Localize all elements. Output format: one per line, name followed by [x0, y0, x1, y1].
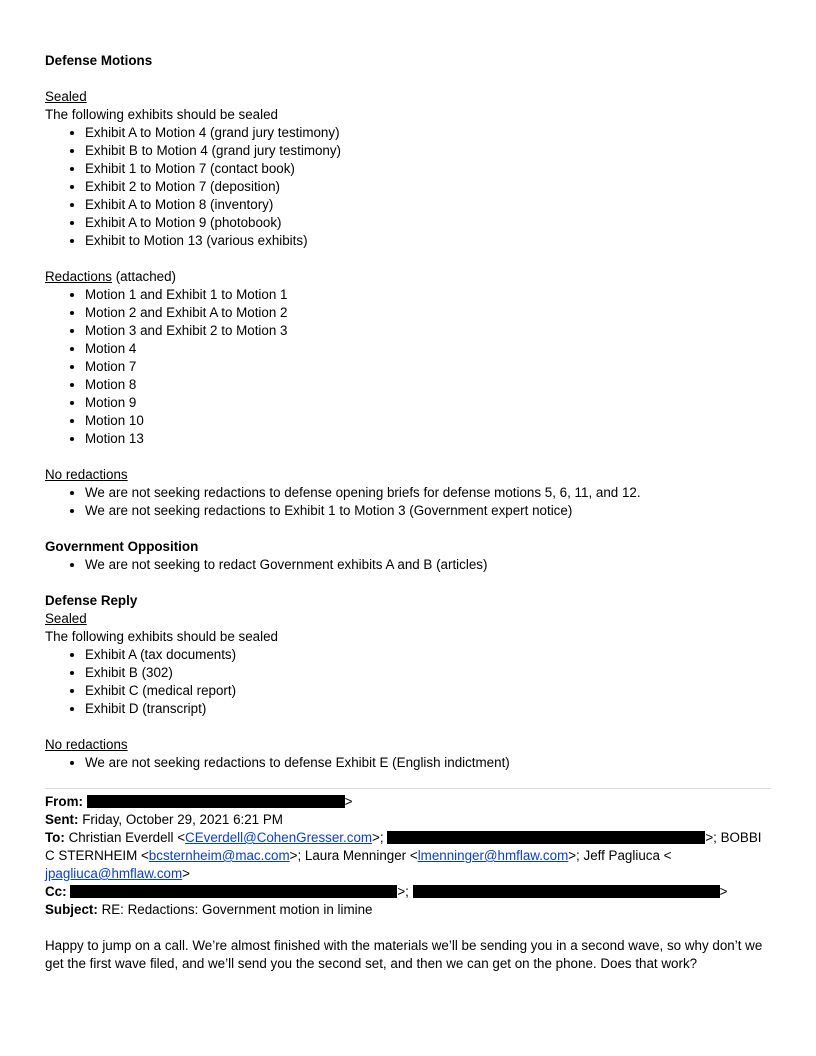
email-link-pagliuca[interactable]: jpagliuca@hmflaw.com: [45, 866, 183, 881]
redaction-block: [87, 795, 345, 808]
list-item: • Motion 3 and Exhibit 2 to Motion 3: [85, 322, 771, 340]
dr-no-redactions-list: [45, 754, 771, 772]
sent-value: Friday, October 29, 2021 6:21 PM: [82, 812, 283, 827]
to-line: [45, 829, 771, 883]
list-item: • We are not seeking redactions to defense Exhibit E (English indictment): [85, 754, 771, 772]
list-item: • Exhibit A (tax documents): [85, 646, 771, 664]
list-item: • Motion 7: [85, 358, 771, 376]
list-item: • Exhibit A to Motion 8 (inventory): [85, 196, 771, 214]
dr-sealed-label: Sealed: [45, 611, 87, 626]
from-angle-close: >: [344, 794, 353, 809]
to-part-2: >; BOBBI C STERNHEIM <: [45, 830, 762, 863]
go-list: [45, 556, 771, 574]
list-item: • Motion 4: [85, 340, 771, 358]
list-item: • Motion 8: [85, 376, 771, 394]
list-item: • Exhibit A to Motion 9 (photobook): [85, 214, 771, 232]
defense-motions-heading: Defense Motions: [45, 53, 153, 68]
email-link-menninger[interactable]: lmenninger@hmflaw.com: [417, 848, 569, 863]
cc-line: [45, 883, 771, 901]
dm-no-redactions-list: [45, 484, 771, 520]
list-item: • We are not seeking redactions to Exhibit 1 to Motion 3 (Government expert notice): [85, 502, 771, 520]
subject-line: [45, 901, 771, 919]
cc-sep: >;: [397, 884, 409, 899]
to-label: To:: [45, 830, 65, 845]
subject-label: Subject:: [45, 902, 98, 917]
list-item: • Motion 2 and Exhibit A to Motion 2: [85, 304, 771, 322]
email-divider: [45, 788, 771, 789]
to-end: >: [182, 866, 190, 881]
dr-sealed-intro: The following exhibits should be sealed: [45, 629, 278, 644]
list-item: • Exhibit A to Motion 4 (grand jury testimony): [85, 124, 771, 142]
email-link-sternheim[interactable]: bcsternheim@mac.com: [148, 848, 290, 863]
list-item: • We are not seeking to redact Government exhibits A and B (articles): [85, 556, 771, 574]
list-item: • We are not seeking redactions to defense opening briefs for defense motions 5, 6, 11, and 12.: [85, 484, 771, 502]
government-opposition-heading: Government Opposition: [45, 539, 199, 554]
dm-redactions-suffix: (attached): [112, 269, 177, 284]
defense-reply-heading: Defense Reply: [45, 593, 138, 608]
sent-line: [45, 811, 771, 829]
dm-redactions-list: [45, 286, 771, 448]
to-part-3: >; Laura Menninger <: [289, 848, 418, 863]
to-name-1: Christian Everdell <: [68, 830, 186, 845]
list-item: • Motion 1 and Exhibit 1 to Motion 1: [85, 286, 771, 304]
email-link-everdell[interactable]: CEverdell@CohenGresser.com: [185, 830, 373, 845]
dr-sealed-list: [45, 646, 771, 718]
cc-end: >: [719, 884, 728, 899]
dm-redactions-label: Redactions: [45, 269, 112, 284]
dm-sealed-label: Sealed: [45, 89, 87, 104]
subject-value: RE: Redactions: Government motion in limine: [101, 902, 373, 917]
dm-sealed-intro: The following exhibits should be sealed: [45, 107, 278, 122]
list-item: • Exhibit C (medical report): [85, 682, 771, 700]
sent-label: Sent:: [45, 812, 79, 827]
to-sep-1: >;: [372, 830, 384, 845]
email-body: Happy to jump on a call. We’re almost finished with the materials we’ll be sending you in a second wave, so why don’t we get the first wave filed, and we’ll send you the second set, and then we can get on the phone. Does that work?: [45, 938, 763, 971]
dm-no-redactions-label: No redactions: [45, 467, 128, 482]
to-part-4: >; Jeff Pagliuca <: [568, 848, 672, 863]
list-item: • Exhibit B to Motion 4 (grand jury testimony): [85, 142, 771, 160]
list-item: • Motion 9: [85, 394, 771, 412]
list-item: • Exhibit 2 to Motion 7 (deposition): [85, 178, 771, 196]
list-item: • Exhibit B (302): [85, 664, 771, 682]
redaction-block: [387, 831, 705, 844]
redaction-block: [413, 885, 720, 898]
dm-sealed-list: [45, 124, 771, 250]
list-item: • Motion 10: [85, 412, 771, 430]
dm-redactions-line: [45, 268, 771, 286]
from-line: [45, 793, 771, 811]
dr-no-redactions-label: No redactions: [45, 737, 128, 752]
email-header: [45, 793, 771, 919]
list-item: • Exhibit to Motion 13 (various exhibits): [85, 232, 771, 250]
cc-label: Cc:: [45, 884, 67, 899]
list-item: • Exhibit 1 to Motion 7 (contact book): [85, 160, 771, 178]
from-label: From:: [45, 794, 83, 809]
list-item: • Motion 13: [85, 430, 771, 448]
redaction-block: [70, 885, 397, 898]
list-item: • Exhibit D (transcript): [85, 700, 771, 718]
